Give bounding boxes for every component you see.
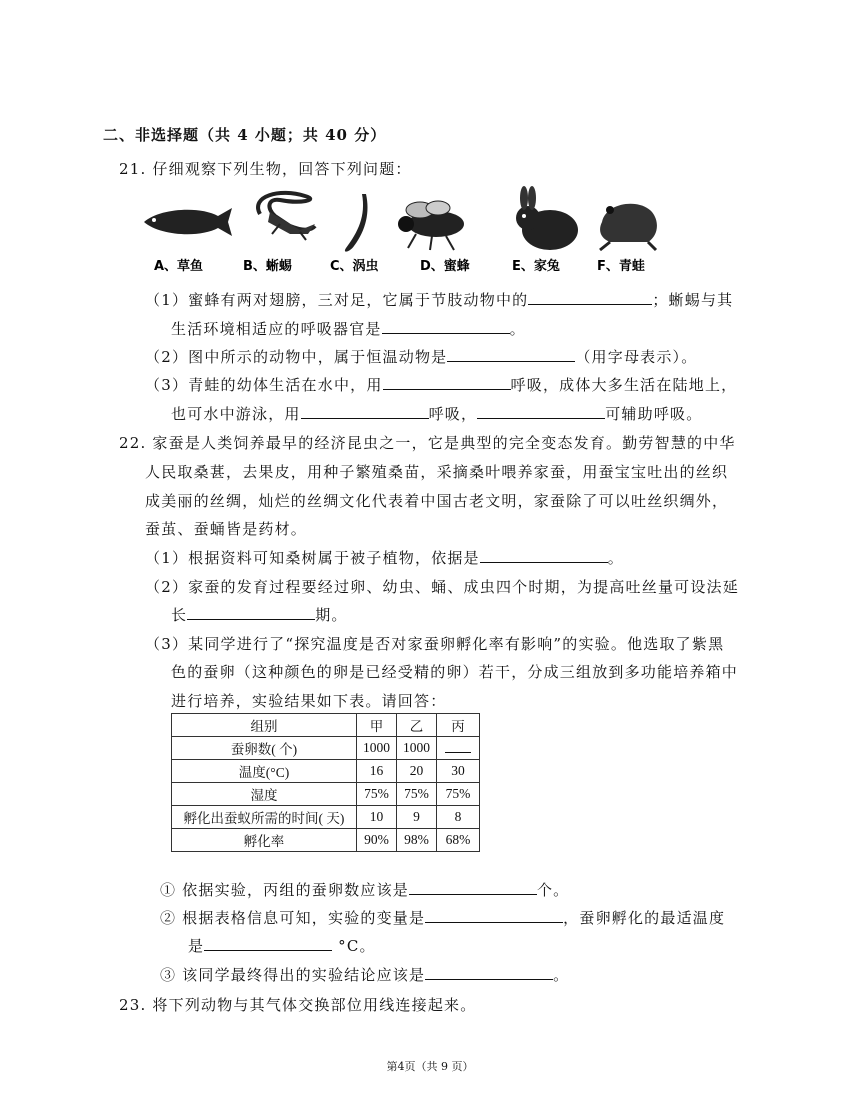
animal-label-c: C、涡虫 xyxy=(330,259,379,274)
frog-icon xyxy=(600,204,657,250)
table-header-cell: 组别 xyxy=(172,714,357,737)
table-cell: 75% xyxy=(397,783,437,806)
answer-blank[interactable] xyxy=(301,404,429,419)
q21-sub3-line2: 也可水中游泳，用 呼吸， 可辅助呼吸。 xyxy=(171,405,703,423)
answer-blank[interactable] xyxy=(382,319,510,334)
answer-blank[interactable] xyxy=(528,290,652,305)
table-header-row xyxy=(172,714,480,737)
table-cell: 16 xyxy=(357,760,397,783)
table-cell: 68% xyxy=(437,829,480,852)
q21-stem: 21. 仔细观察下列生物，回答下列问题： xyxy=(119,160,412,178)
table-cell: 孵化出蚕蚁所需的时间( 天) xyxy=(172,806,357,829)
table-cell: 10 xyxy=(357,806,397,829)
lizard-icon xyxy=(258,193,315,240)
animal-label-f: F、青蛙 xyxy=(597,259,645,274)
table-cell: 90% xyxy=(357,829,397,852)
q22-passage-line3: 成美丽的丝绸，灿烂的丝绸文化代表着中国古老文明，家蚕除了可以吐丝织绸外， xyxy=(145,492,729,510)
q22-sub3-line2: 色的蚕卵（这种颜色的卵是已经受精的卵）若干，分成三组放到多功能培养箱中 xyxy=(171,663,739,681)
table-cell-blank[interactable] xyxy=(437,737,480,760)
experiment-table xyxy=(171,713,480,852)
answer-blank[interactable] xyxy=(477,404,605,419)
bee-icon xyxy=(398,201,464,250)
answer-blank[interactable] xyxy=(204,936,332,951)
q22-sub2-line1: （2）家蚕的发育过程要经过卵、幼虫、蛹、成虫四个时期，为提高吐丝量可设法延 xyxy=(145,578,739,596)
q21-sub1-line2: 生活环境相适应的呼吸器官是 。 xyxy=(171,320,526,338)
answer-blank[interactable] xyxy=(425,965,553,980)
table-cell: 1000 xyxy=(357,737,397,760)
answer-blank[interactable] xyxy=(447,347,575,362)
table-cell: 9 xyxy=(397,806,437,829)
answer-blank[interactable] xyxy=(383,375,511,390)
table-cell: 75% xyxy=(437,783,480,806)
answer-blank[interactable] xyxy=(409,880,537,895)
animal-label-a: A、草鱼 xyxy=(154,259,204,274)
q21-sub2: （2）图中所示的动物中，属于恒温动物是 （用字母表示）。 xyxy=(145,348,698,366)
q23-stem: 23. 将下列动物与其气体交换部位用线连接起来。 xyxy=(119,996,477,1014)
q22-passage-line2: 人民取桑葚，去果皮，用种子繁殖桑苗，采摘桑叶喂养家蚕，用蚕宝宝吐出的丝织 xyxy=(145,463,729,481)
page-footer: 第4页（共 9 页） xyxy=(386,1060,474,1073)
q22-c3: ③ 该同学最终得出的实验结论应该是 。 xyxy=(160,966,570,984)
answer-blank[interactable] xyxy=(480,548,608,563)
fish-icon xyxy=(144,208,232,236)
table-cell: 20 xyxy=(397,760,437,783)
q22-sub3-line3: 进行培养，实验结果如下表。请回答： xyxy=(171,692,447,710)
q22-c1: ① 依据实验，丙组的蚕卵数应该是 个。 xyxy=(160,881,570,899)
table-cell: 孵化率 xyxy=(172,829,357,852)
animal-label-b: B、蜥蜴 xyxy=(243,259,292,274)
q21-sub3-line1: （3）青蛙的幼体生活在水中，用 呼吸，成体大多生活在陆地上， xyxy=(145,376,738,394)
table-cell: 湿度 xyxy=(172,783,357,806)
table-header-cell: 甲 xyxy=(357,714,397,737)
table-cell: 75% xyxy=(357,783,397,806)
animal-figure xyxy=(140,186,670,278)
table-cell: 98% xyxy=(397,829,437,852)
q22-sub2-line2: 长 期。 xyxy=(171,606,348,624)
q22-c2-line2: 是 °C。 xyxy=(188,937,376,955)
q22-passage-line4: 蚕茧、蚕蛹皆是药材。 xyxy=(145,520,308,538)
answer-blank[interactable] xyxy=(187,605,315,620)
table-header-cell: 丙 xyxy=(437,714,480,737)
table-row xyxy=(172,737,480,760)
flatworm-icon xyxy=(345,194,368,252)
table-row xyxy=(172,760,480,783)
table-cell: 30 xyxy=(437,760,480,783)
animal-label-e: E、家兔 xyxy=(512,259,560,274)
table-header-cell: 乙 xyxy=(397,714,437,737)
q22-sub3-line1: （3）某同学进行了“探究温度是否对家蚕卵孵化率有影响”的实验。他选取了紫黑 xyxy=(145,635,725,653)
rabbit-icon xyxy=(516,186,578,250)
table-row xyxy=(172,829,480,852)
answer-blank[interactable] xyxy=(445,740,471,753)
q22-passage-line1: 22. 家蚕是人类饲养最早的经济昆虫之一，它是典型的完全变态发育。勤劳智慧的中华 xyxy=(119,434,736,452)
table-cell: 蚕卵数( 个) xyxy=(172,737,357,760)
q22-c2-line1: ② 根据表格信息可知，实验的变量是 ，蚕卵孵化的最适温度 xyxy=(160,909,726,927)
table-row xyxy=(172,783,480,806)
animal-label-d: D、蜜蜂 xyxy=(420,259,470,274)
table-cell: 温度(°C) xyxy=(172,760,357,783)
q22-sub1: （1）根据资料可知桑树属于被子植物，依据是 。 xyxy=(145,549,624,567)
answer-blank[interactable] xyxy=(425,908,563,923)
section-title: 二、非选择题（共 4 小题；共 40 分） xyxy=(103,126,387,144)
table-row xyxy=(172,806,480,829)
table-cell: 1000 xyxy=(397,737,437,760)
table-cell: 8 xyxy=(437,806,480,829)
q21-sub1-line1: （1）蜜蜂有两对翅膀，三对足，它属于节肢动物中的 ；蜥蜴与其 xyxy=(145,291,734,309)
